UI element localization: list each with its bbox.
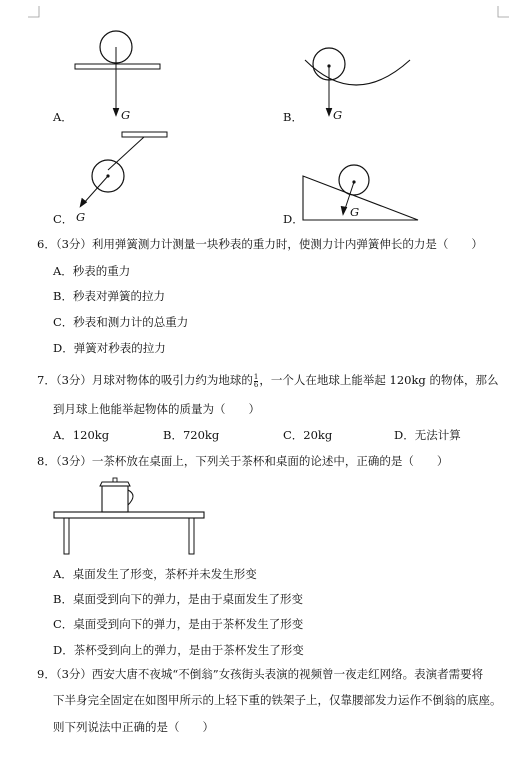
q9-stem-line1: 9．（3分）西安大唐不夜城“不倒翁”女孩街头表演的视频曾一夜走红网络。表演者需要将 xyxy=(37,667,484,681)
q8-option-b: B．桌面受到向下的弹力，是由于桌面发生了形变 xyxy=(53,592,303,606)
cup-body xyxy=(102,486,128,512)
q7-option-c: C．20kg xyxy=(283,428,333,442)
cup-handle xyxy=(128,490,133,505)
figure-teacup-on-table xyxy=(50,473,210,559)
option-c-label: C． xyxy=(53,212,74,226)
q9-stem-line2: 下半身完全固定在如图甲所示的上轻下重的铁架子上，仅靠腰部发力运作不倒翁的底座。 xyxy=(53,693,502,707)
q6-option-a: A．秒表的重力 xyxy=(53,264,131,278)
q7-stem-line2: 到月球上他能举起物体的质量为（ ） xyxy=(53,402,260,416)
crop-mark-top-right xyxy=(497,6,509,18)
force-label-d: G xyxy=(350,205,360,219)
cup-lid xyxy=(100,482,130,486)
fraction xyxy=(254,374,258,389)
q7-stem-part-a: 7．（3分）月球对物体的吸引力约为地球的 xyxy=(37,373,253,387)
force-label-a: G xyxy=(121,108,131,122)
option-b-label: B． xyxy=(283,110,303,124)
table-top xyxy=(54,512,204,518)
figure-d-ball-on-incline xyxy=(300,158,425,230)
q6-option-c: C．秒表和测力计的总重力 xyxy=(53,315,189,329)
crop-mark-top-left xyxy=(28,6,40,18)
q8-option-a: A．桌面发生了形变，茶杯并未发生形变 xyxy=(53,567,257,581)
q8-option-d: D．茶杯受到向上的弹力，是由于茶杯发生了形变 xyxy=(53,643,304,657)
fraction-denominator: 6 xyxy=(253,380,259,389)
q7-stem-line1 xyxy=(37,373,498,389)
q6-option-b: B．秒表对弹簧的拉力 xyxy=(53,289,165,303)
table-leg-right xyxy=(189,518,194,554)
incline xyxy=(303,176,418,220)
q7-option-a: A．120kg xyxy=(53,428,110,442)
q8-stem: 8．（3分）一茶杯放在桌面上，下列关于茶杯和桌面的论述中，正确的是（ ） xyxy=(37,454,449,468)
force-arrow xyxy=(83,176,108,204)
fraction-numerator: 1 xyxy=(253,372,259,381)
figure-c-hanging-ball xyxy=(62,128,177,220)
bowl-curve xyxy=(305,60,410,85)
q7-option-d: D．无法计算 xyxy=(394,428,461,442)
q7-option-b: B．720kg xyxy=(163,428,220,442)
option-a-label: A． xyxy=(53,110,73,124)
q6-stem: 6．（3分）利用弹簧测力计测量一块秒表的重力时，使测力计内弹簧伸长的力是（ ） xyxy=(37,237,483,251)
ball xyxy=(339,165,369,195)
ceiling-bar xyxy=(122,132,167,137)
option-d-label: D． xyxy=(283,212,304,226)
q7-stem-part-b: ，一个人在地球上能举起 120kg 的物体，那么 xyxy=(259,373,499,387)
force-label-c: G xyxy=(76,210,86,224)
figure-b-ball-in-bowl xyxy=(300,32,415,127)
platform xyxy=(75,64,160,69)
q8-option-c: C．桌面受到向下的弹力，是由于茶杯发生了形变 xyxy=(53,617,304,631)
q6-option-d: D．弹簧对秒表的拉力 xyxy=(53,341,166,355)
q9-stem-line3: 则下列说法中正确的是（ ） xyxy=(53,720,214,734)
force-label-b: G xyxy=(333,108,343,122)
table-leg-left xyxy=(64,518,69,554)
string xyxy=(108,137,144,170)
